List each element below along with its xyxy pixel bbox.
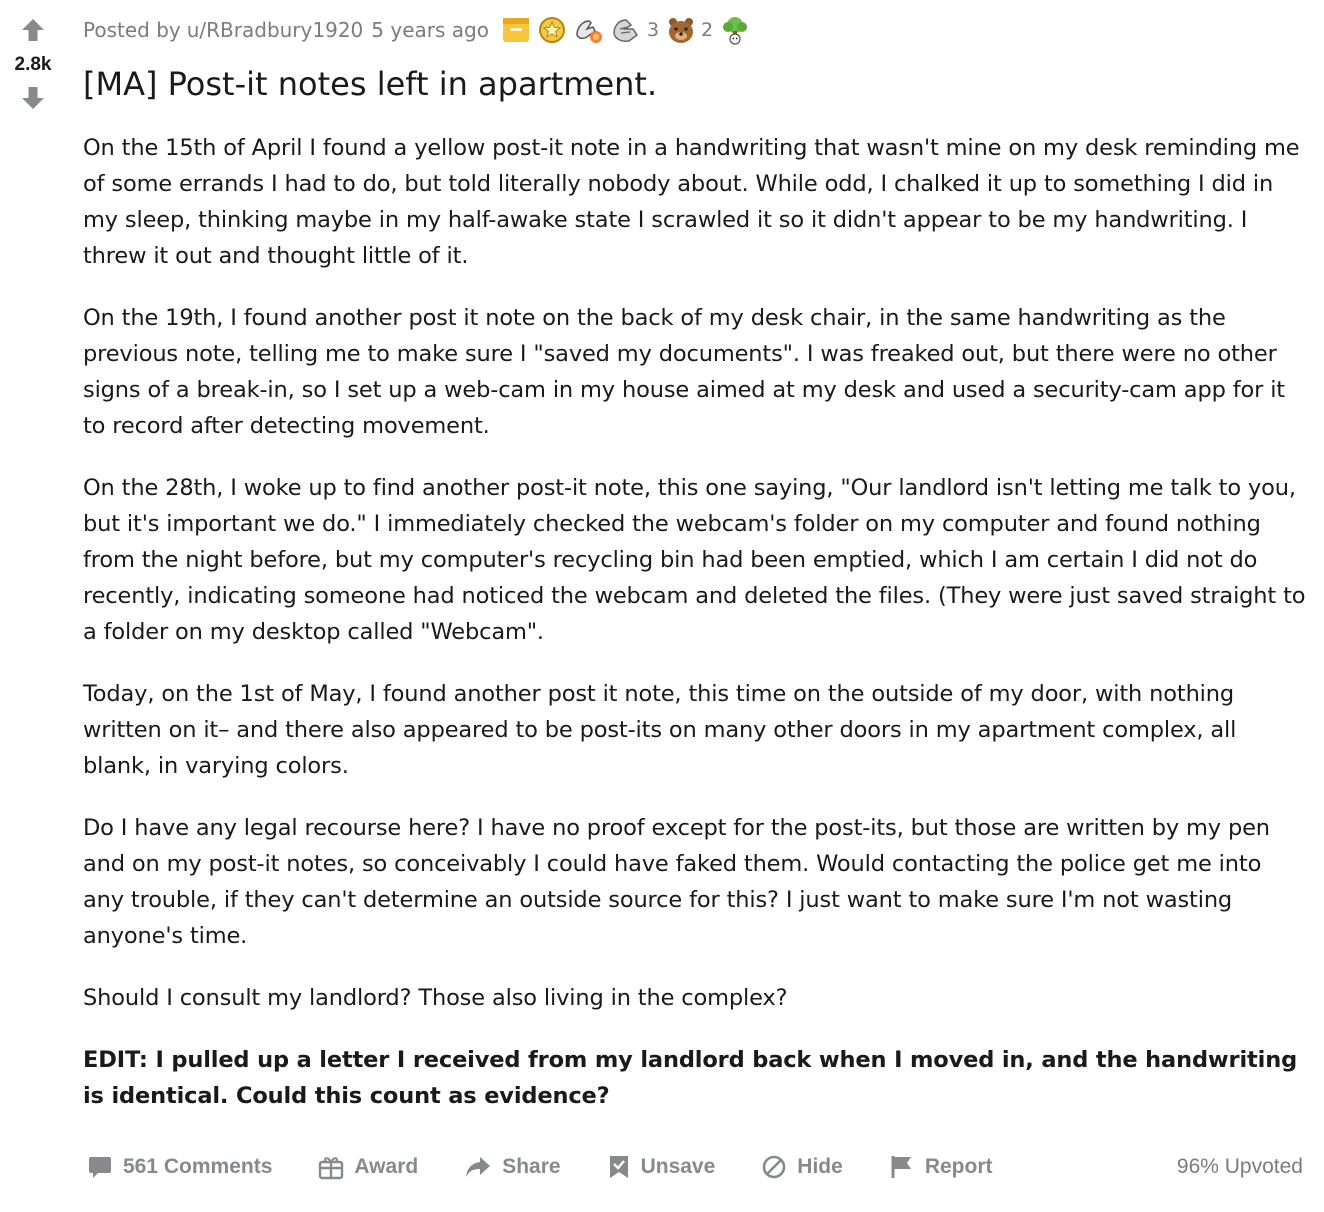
post-time[interactable]: 5 years ago [371,18,489,42]
bookmark-check-icon [607,1154,631,1180]
tree-icon [719,15,751,45]
award-tree[interactable] [719,15,751,45]
awards-list[interactable] [501,15,751,45]
upvote-ratio: 96% Upvoted [1176,1155,1303,1178]
award-bear-count: 2 [701,19,714,41]
flag-icon [889,1154,915,1180]
gold-box-icon [501,15,531,45]
comments-button[interactable] [83,1148,276,1186]
downvote-arrow-icon [20,85,46,111]
post-paragraph: Today, on the 1st of May, I found another post it note, this time on the outside of my door, with nothing written on it– and there also appeared to be post-its on many other doors in my apartment complex, all blank, in varying colors. [83,681,1237,779]
report-button[interactable] [885,1148,997,1186]
post-title[interactable]: [MA] Post-it notes left in apartment. [83,65,658,103]
post-edit-note: EDIT: I pulled up a letter I received from my landlord back when I moved in, and the handwriting is identical. Could this count as evidence? [83,1047,1298,1109]
rocket-hand-icon [573,15,605,45]
vote-column [0,14,66,114]
silver-hands-icon [611,15,643,45]
award-rocket-hand[interactable] [573,15,605,45]
post-paragraph: Should I consult my landlord? Those also living in the complex? [83,985,788,1011]
author-link[interactable]: u/RBradbury1920 [186,18,364,42]
vote-score: 2.8k [14,54,52,75]
comments-label: 561 Comments [123,1155,273,1178]
post-body [83,130,1308,1114]
comment-bubble-icon [87,1154,113,1180]
award-gold-star[interactable] [537,15,567,45]
posted-by-label: Posted by [83,18,181,42]
unsave-label: Unsave [640,1155,716,1178]
post-paragraph: On the 19th, I found another post it note on the back of my desk chair, in the same handwriting as the previous note, telling me to make sure I "saved my documents". I was freaked out, but there were no other signs of a break-in, so I set up a web-cam in my house aimed at my desk and used a security-cam app for it to record after detecting movement. [83,305,1285,439]
award-silver-hands[interactable] [611,15,659,45]
report-label: Report [924,1155,993,1178]
hide-circle-slash-icon [761,1154,787,1180]
award-button[interactable] [314,1148,422,1186]
gold-star-icon [537,15,567,45]
share-label: Share [502,1155,561,1178]
post-paragraph: On the 15th of April I found a yellow post-it note in a handwriting that wasn't mine on my desk reminding me of some errands I had to do, but told literally nobody about. While odd, I chalked it up to something I did in my sleep, thinking maybe in my half-awake state I scrawled it so it didn't appear to be my handwriting. I threw it out and thought little of it. [83,135,1300,269]
downvote-button[interactable] [17,82,49,114]
share-arrow-icon [464,1154,492,1180]
unsave-button[interactable] [603,1148,720,1186]
post-paragraph: On the 28th, I woke up to find another post-it note, this one saying, "Our landlord isn't letting me talk to you, but it's important we do." I immediately checked the webcam's folder on my computer and found nothing from the night before, but my computer's recycling bin had been emptied, which I am certain I did not do recently, indicating someone had noticed the webcam and deleted the files. (They were just saved straight to a folder on my desktop called "Webcam". [83,475,1306,645]
post-actions-bar [83,1145,1303,1189]
share-button[interactable] [460,1148,564,1186]
post-meta [83,0,1308,60]
award-bear[interactable] [665,15,713,45]
upvote-button[interactable] [17,14,49,46]
gift-icon [318,1154,344,1180]
award-silver-hands-count: 3 [646,19,660,41]
award-gold-box[interactable] [501,15,531,45]
hide-label: Hide [797,1155,843,1178]
post-paragraph: Do I have any legal recourse here? I have no proof except for the post-its, but those are written by my pen and on my post-it notes, so conceivably I could have faked them. Would contacting the police get me into any trouble, if they can't determine an outside source for this? I just want to make sure I'm not wasting anyone's time. [83,815,1270,949]
post-content [83,0,1308,1140]
bear-icon [665,15,697,45]
award-label: Award [354,1155,419,1178]
upvote-arrow-icon [20,17,46,43]
hide-button[interactable] [757,1148,847,1186]
